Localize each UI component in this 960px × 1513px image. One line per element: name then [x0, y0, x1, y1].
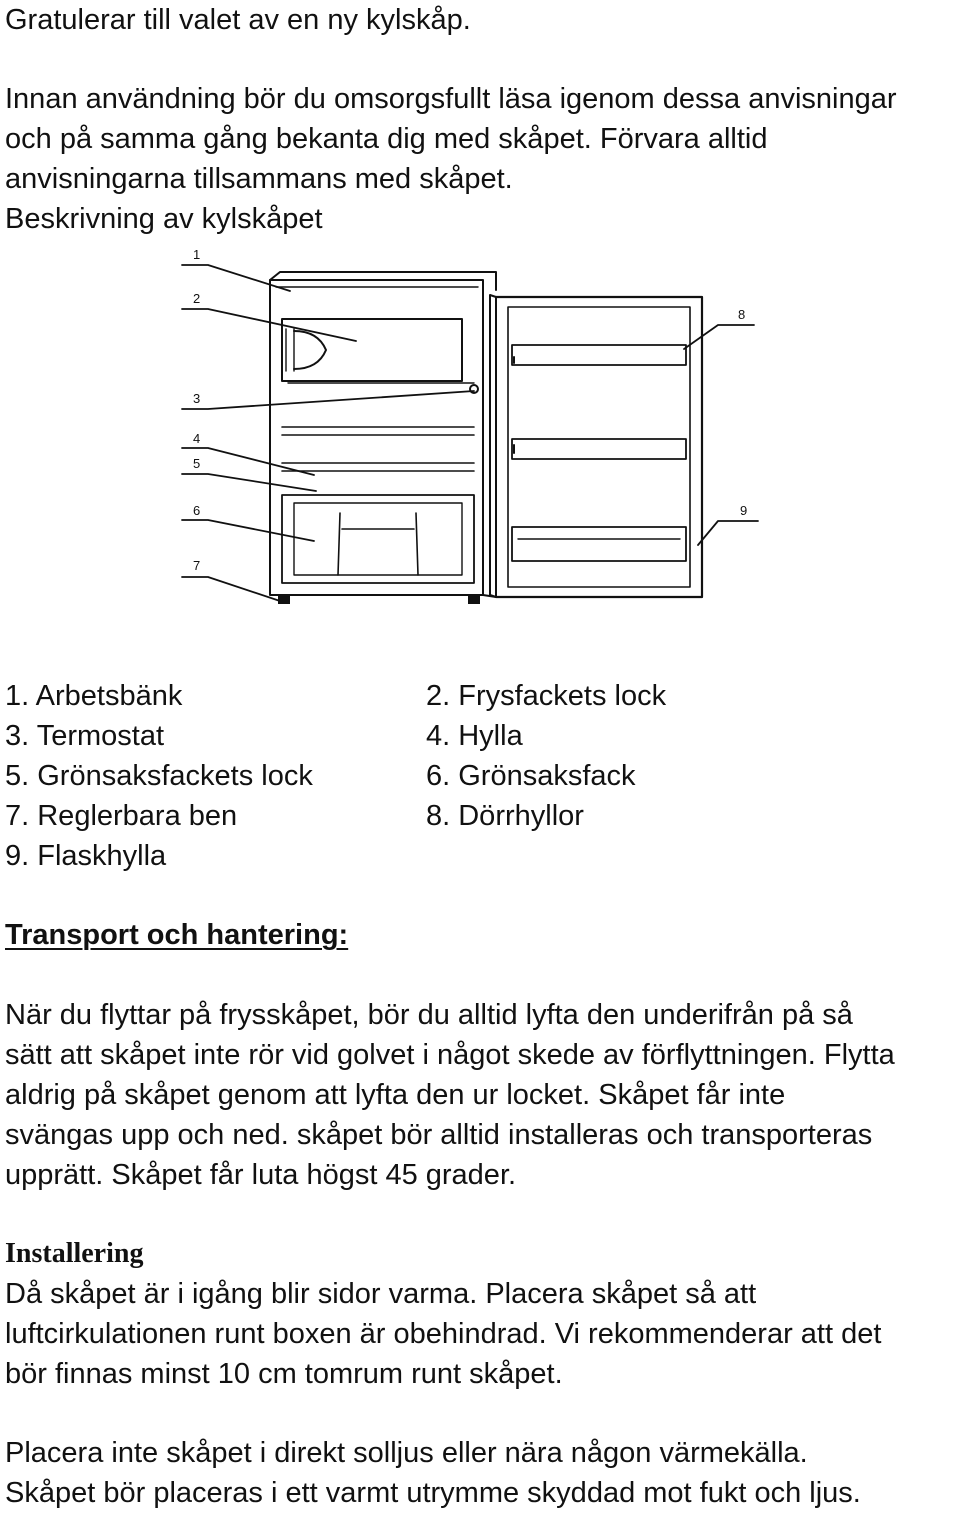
transport-heading: Transport och hantering: — [5, 919, 349, 951]
installation-line: Skåpet bör placeras i ett varmt utrymme skyddad mot fukt och ljus. — [5, 1477, 861, 1509]
legend-item: 1. Arbetsbänk — [5, 680, 183, 712]
installation-line: Placera inte skåpet i direkt solljus eller nära någon värmekälla. — [5, 1437, 808, 1469]
description-heading: Beskrivning av kylskåpet — [5, 203, 323, 235]
legend-item: 8. Dörrhyllor — [426, 800, 584, 832]
legend-item: 9. Flaskhylla — [5, 840, 167, 872]
fridge-diagram — [178, 245, 778, 625]
installation-heading: Installering — [5, 1238, 144, 1269]
installation-line: luftcirkulationen runt boxen är obehindrad. Vi rekommenderar att det — [5, 1318, 882, 1350]
installation-line: bör finnas minst 10 cm tomrum runt skåpet. — [5, 1358, 563, 1390]
callout-number: 7 — [193, 558, 201, 573]
transport-line: upprätt. Skåpet får luta högst 45 grader. — [5, 1159, 517, 1191]
transport-line: svängas upp och ned. skåpet bör alltid installeras och transporteras — [5, 1119, 873, 1151]
legend-item: 5. Grönsaksfackets lock — [5, 760, 313, 792]
callout-number: 5 — [193, 456, 201, 471]
callout-number: 6 — [193, 503, 201, 518]
intro-line: anvisningarna tillsammans med skåpet. — [5, 163, 513, 195]
installation-line: Då skåpet är i igång blir sidor varma. Placera skåpet så att — [5, 1278, 757, 1310]
intro-line: Innan användning bör du omsorgsfullt läsa igenom dessa anvisningar — [5, 83, 897, 115]
transport-line: När du flyttar på frysskåpet, bör du alltid lyfta den underifrån på så — [5, 999, 853, 1031]
callout-number: 3 — [193, 391, 201, 406]
callout-number: 2 — [193, 291, 201, 306]
transport-line: aldrig på skåpet genom att lyfta den ur locket. Skåpet får inte — [5, 1079, 786, 1111]
legend-item: 4. Hylla — [426, 720, 523, 752]
intro-line: och på samma gång bekanta dig med skåpet. Förvara alltid — [5, 123, 768, 155]
legend-item: 7. Reglerbara ben — [5, 800, 238, 832]
legend-item: 3. Termostat — [5, 720, 165, 752]
callout-number: 1 — [193, 247, 201, 262]
transport-line: sätt att skåpet inte rör vid golvet i något skede av förflyttningen. Flytta — [5, 1039, 895, 1071]
callout-number: 8 — [738, 307, 746, 322]
congrats-line: Gratulerar till valet av en ny kylskåp. — [5, 4, 471, 36]
callout-number: 9 — [740, 503, 748, 518]
legend-item: 6. Grönsaksfack — [426, 760, 636, 792]
callout-number: 4 — [193, 431, 201, 446]
legend-item: 2. Frysfackets lock — [426, 680, 667, 712]
